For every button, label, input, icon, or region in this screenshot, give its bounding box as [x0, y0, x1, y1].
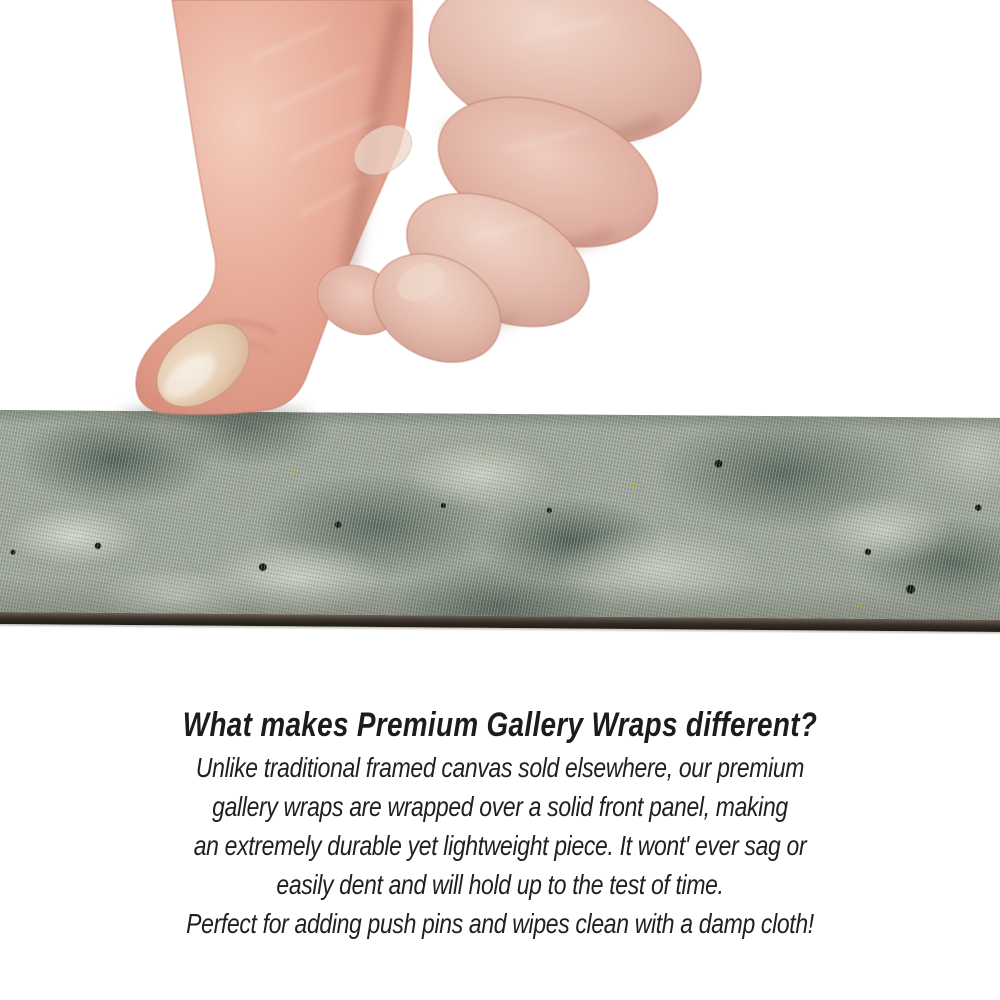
hand-and-thumb [136, 0, 412, 424]
caption-line-1: Unlike traditional framed canvas sold elsewhere, our premium [195, 752, 805, 783]
caption-line-2: gallery wraps are wrapped over a solid front panel, making [212, 791, 788, 822]
canvas-strip-photo [0, 410, 1000, 632]
caption-block [90, 702, 910, 943]
caption-line-3: an extremely durable yet lightweight piece. It wont' ever sag or [193, 830, 807, 861]
caption-line-5: Perfect for adding push pins and wipes clean with a damp cloth! [186, 908, 814, 939]
hand-photo [0, 0, 760, 432]
caption-line-4: easily dent and will hold up to the test of time. [276, 869, 724, 900]
caption-heading: What makes Premium Gallery Wraps different? [182, 706, 818, 744]
canvas-fabric-texture [0, 410, 1000, 620]
